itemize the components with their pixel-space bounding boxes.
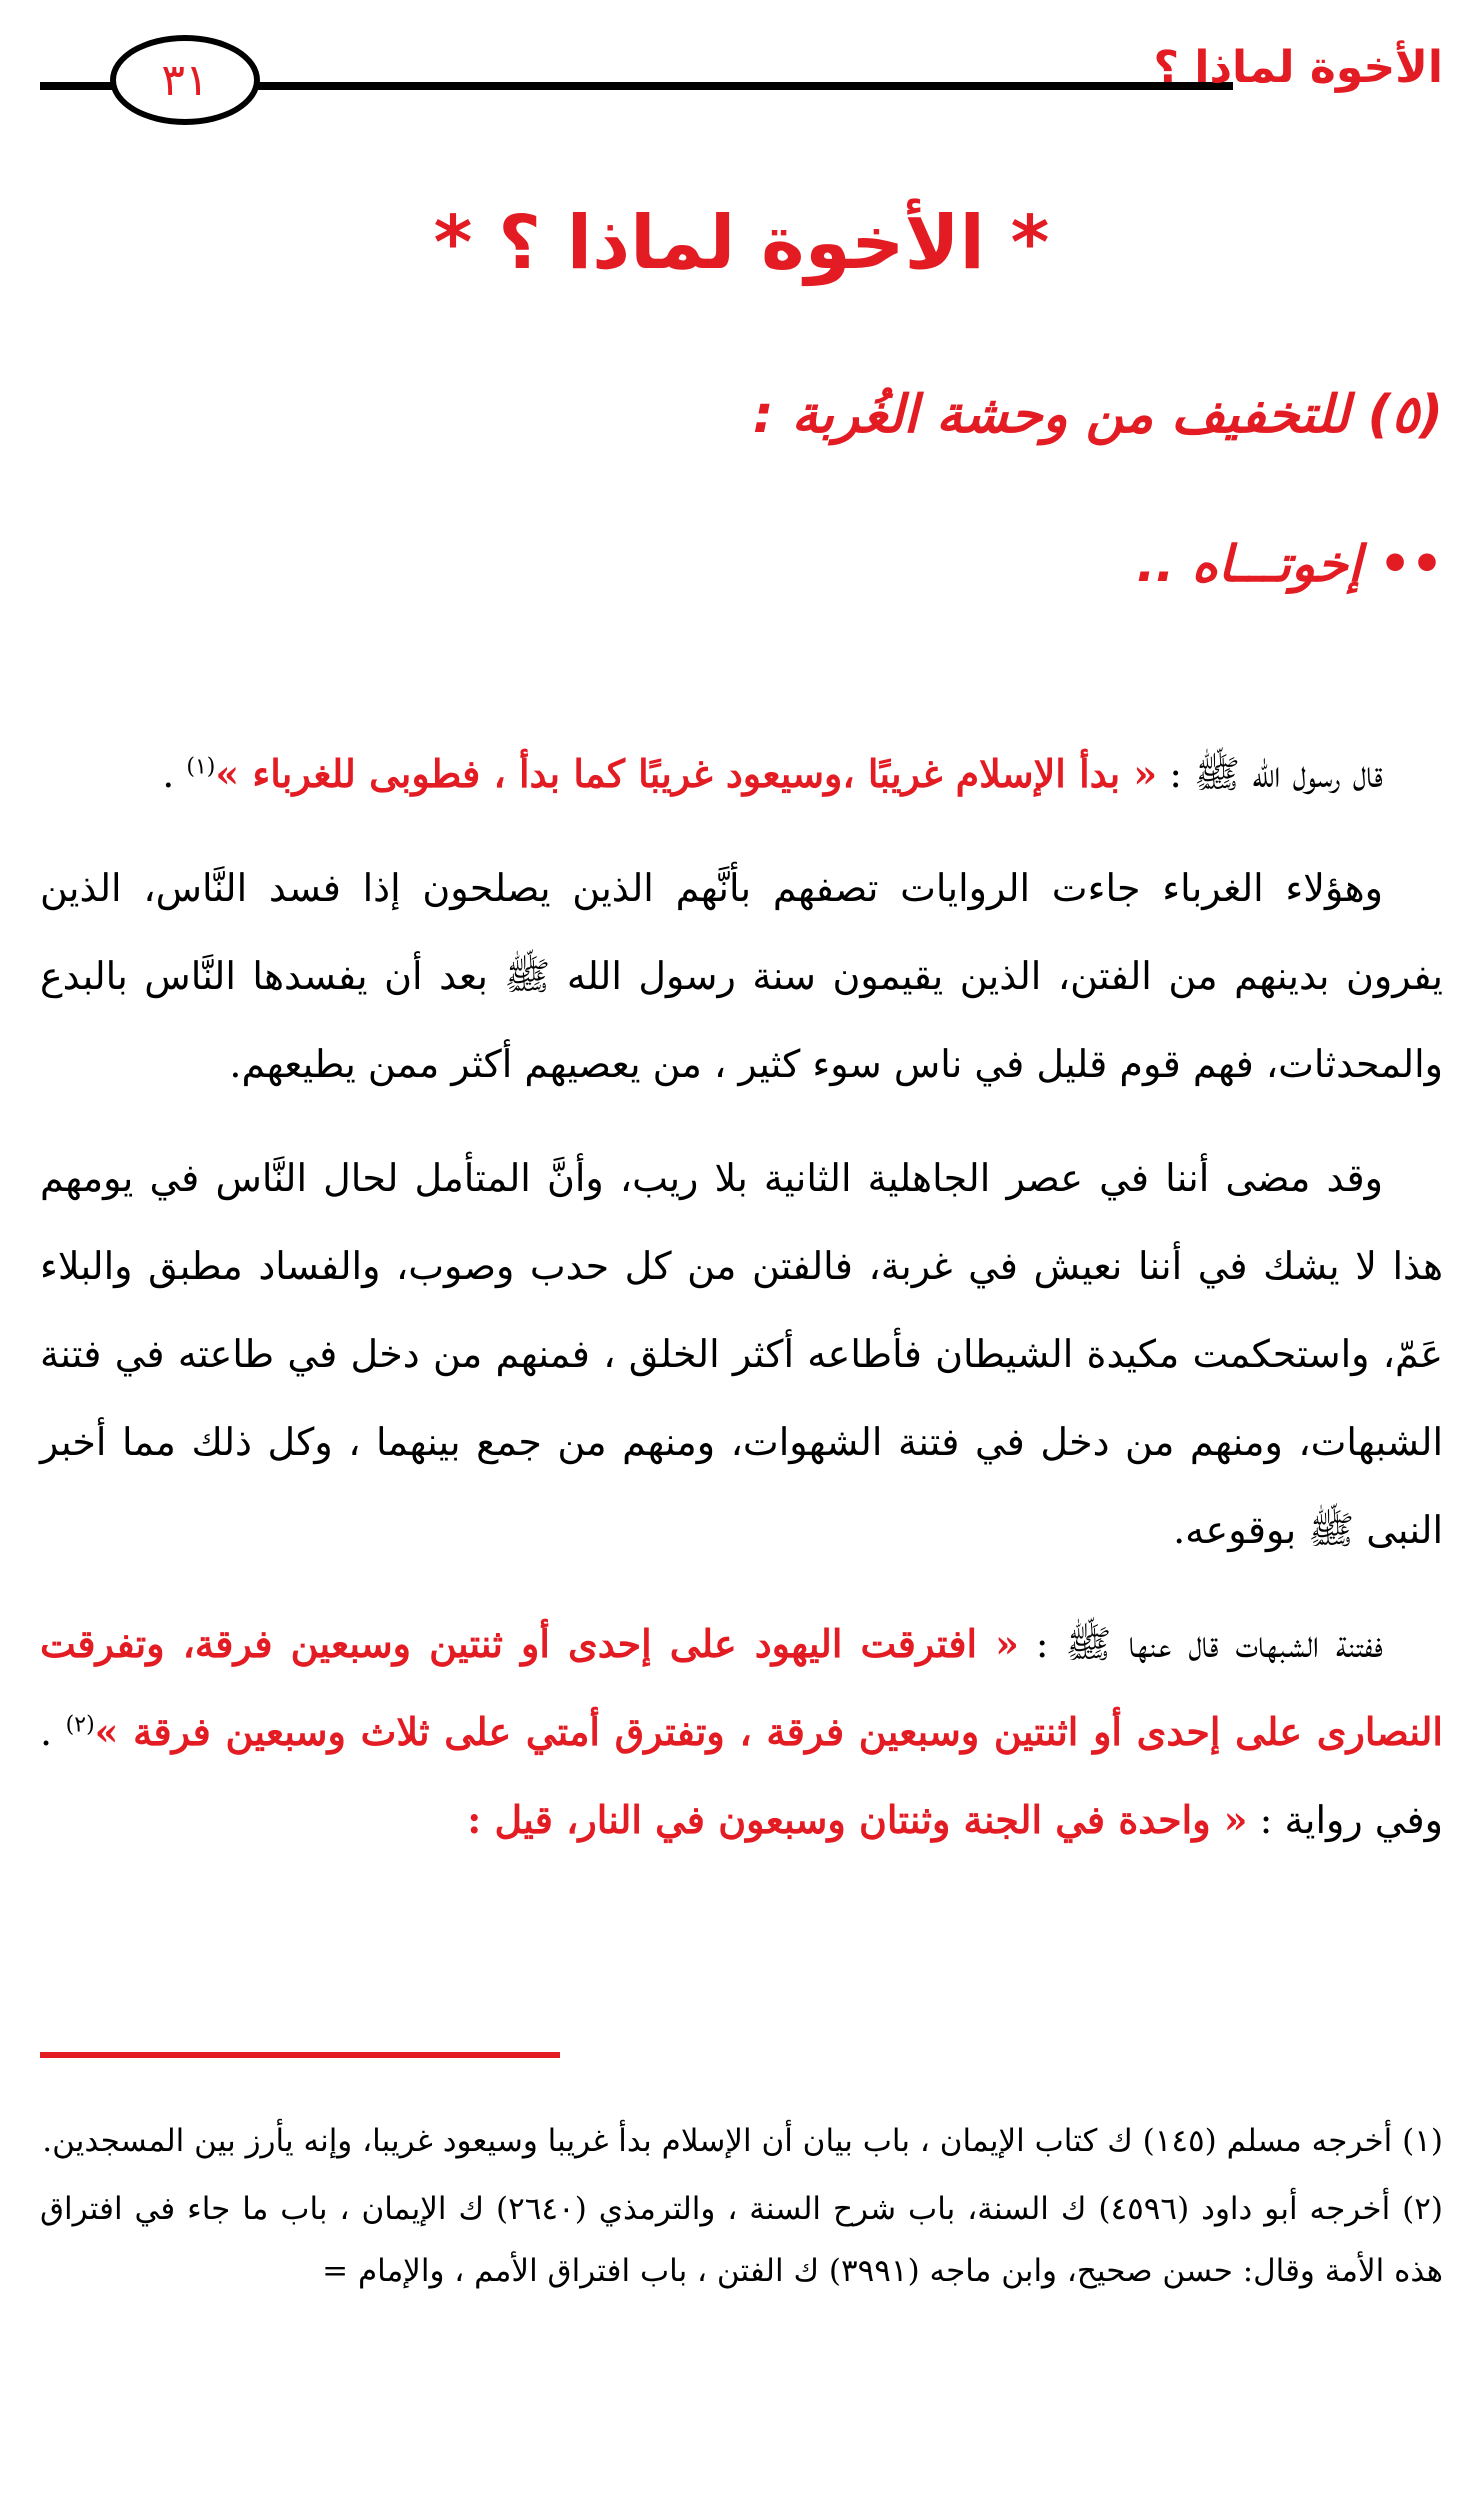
paragraph-hadith-1 (40, 730, 1443, 818)
salutation: •• إخوتـــاه .. (1136, 535, 1443, 593)
hadith-quote: « واحدة في الجنة وثنتان وسبعون في النار، قيل : (467, 1797, 1248, 1842)
footnotes (40, 2110, 1443, 2308)
paragraph-intro: قال رسول الله ﷺ : (1157, 752, 1383, 796)
chapter-title: * الأخوة لماذا ؟ * (433, 200, 1050, 286)
footnote-rule (40, 2052, 560, 2058)
footnote-ref-2: (٢) (65, 1712, 95, 1738)
paragraph-intro: ففتنة الشبهات قال عنها ﷺ : (1018, 1622, 1383, 1666)
hadith-quote: « افترقت اليهود على إحدى أو ثنتين وسبعين فرقة، وتفرقت النصارى على إحدى أو اثنتين وسبعين فرقة ، وتفترق أمتي على ثلاث وسبعين فرقة » (40, 1621, 1443, 1754)
hadith-quote: « بدأ الإسلام غريبًا ،وسيعود غريبًا كما بدأ ، فطوبى للغرباء » (215, 751, 1158, 796)
footnote-1: (١) أخرجه مسلم (١٤٥) ك كتاب الإيمان ، باب بيان أن الإسلام بدأ غريبا وسيعود غريبا، وإنه يأرز بين المسجدين. (42, 2123, 1443, 2159)
body-text (40, 730, 1443, 1890)
page-number: ٣١ (161, 54, 209, 106)
paragraph-hadith-2 (40, 1600, 1443, 1864)
footnote-2: (٢) أخرجه أبو داود (٤٥٩٦) ك السنة، باب شرح السنة ، والترمذي (٢٦٤٠) ك الإيمان ، باب ما جاء في افتراق هذه الأمة وقال: حسن صحيح، وابن ماجه (٣٩٩١) ك الفتن ، باب افتراق الأمم ، والإمام = (40, 2191, 1443, 2289)
paragraph-2: وهؤلاء الغرباء جاءت الروايات تصفهم بأنَّهم الذين يصلحون إذا فسد النَّاس، الذين يفرون بدينهم من الفتن، الذين يقيمون سنة رسول الله ﷺ بعد أن يفسدها النَّاس بالبدع والمحدثات، فهم قوم قليل في ناس سوء كثير ، من يعصيهم أكثر ممن يطيعهم. (40, 866, 1443, 1086)
page-number-oval (110, 35, 260, 125)
paragraph-3: وقد مضى أننا في عصر الجاهلية الثانية بلا ريب، وأنَّ المتأمل لحال النَّاس في يومهم هذا لا يشك في أننا نعيش في غربة، فالفتن من كل حدب وصوب، والفساد مطبق والبلاء عَمّ، واستحكمت مكيدة الشيطان فأطاعه أكثر الخلق ، فمنهم من دخل في طاعته في فتنة الشبهات، ومنهم من دخل في فتنة الشهوات، ومنهم من جمع بينهما ، وكل ذلك مما أخبر النبى ﷺ بوقوعه. (40, 1156, 1443, 1552)
footnote-ref-1: (١) (186, 754, 216, 780)
paragraph-mid: . وفي رواية : (40, 1710, 1443, 1842)
paragraph-end: . (162, 752, 187, 796)
section-heading: (٥) للتخفيف من وحشة الغُربة : (752, 385, 1443, 445)
header-rule-right (270, 82, 1148, 90)
running-title: الأخوة لماذا ؟ (1153, 42, 1443, 93)
